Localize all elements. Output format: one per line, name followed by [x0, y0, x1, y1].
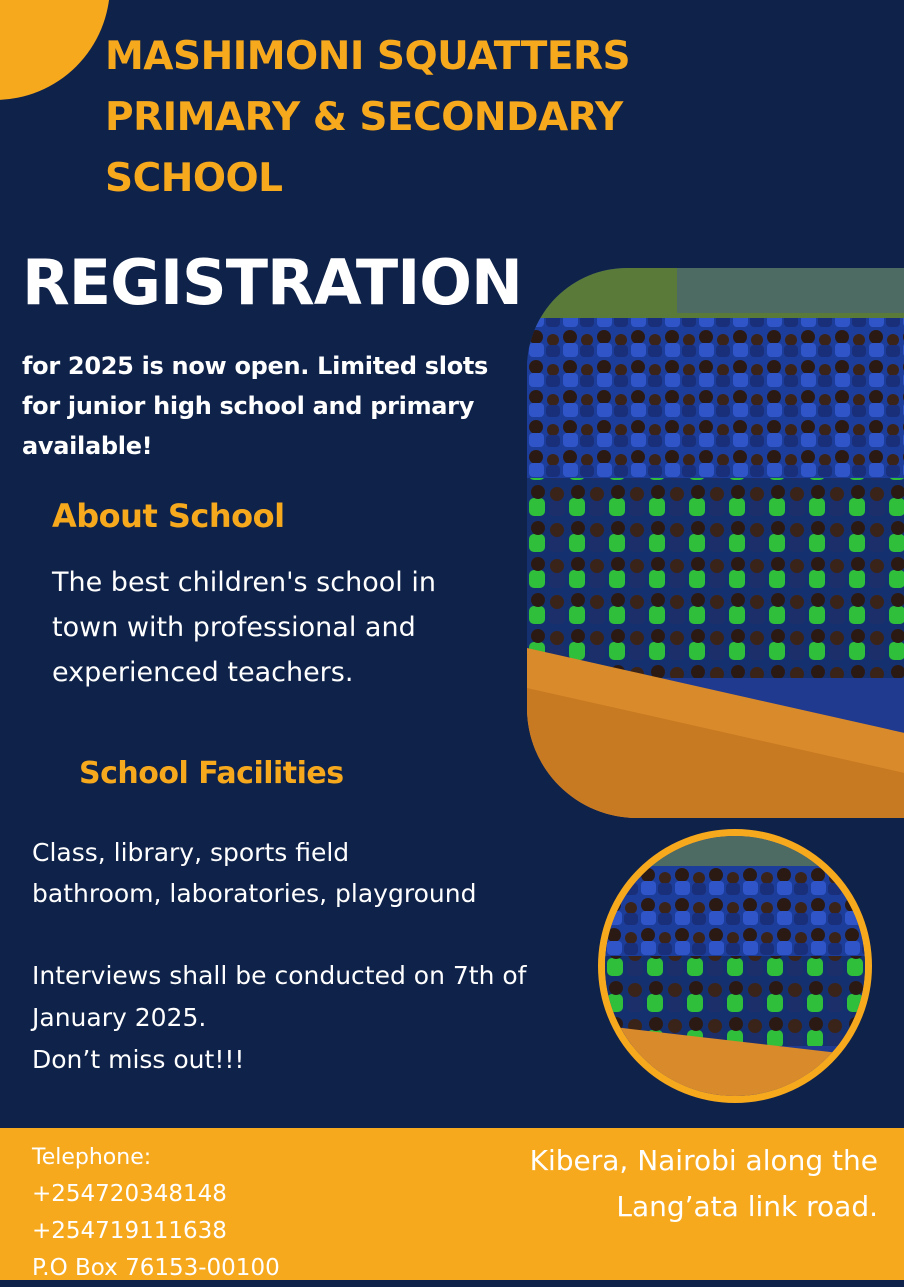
- phone-number-1: +254720348148: [32, 1181, 227, 1207]
- school-facilities-text: [32, 832, 602, 914]
- students-circle-illustration: [605, 836, 865, 1096]
- interviews-line-1: Interviews shall be conducted on 7th of: [32, 961, 527, 990]
- about-school-title: About School: [52, 497, 285, 535]
- corner-decoration: [0, 0, 110, 100]
- students-circle-photo: [598, 829, 872, 1103]
- facilities-line-1: Class, library, sports field: [32, 838, 350, 867]
- students-assembly-photo: [527, 268, 904, 818]
- school-name-line-2: PRIMARY & SECONDARY: [105, 95, 623, 140]
- contact-info: [32, 1139, 280, 1287]
- location-line-2: Lang’ata link road.: [616, 1190, 878, 1223]
- po-box: P.O Box 76153-00100: [32, 1255, 280, 1281]
- school-name-line-3: SCHOOL: [105, 156, 283, 201]
- interviews-text: [32, 955, 602, 1081]
- interviews-line-3: Don’t miss out!!!: [32, 1045, 245, 1074]
- school-name-line-1: MASHIMONI SQUATTERS: [105, 34, 631, 79]
- students-photo-illustration: [527, 268, 904, 818]
- school-location: [458, 1138, 878, 1230]
- registration-text: for 2025 is now open. Limited slots for junior high school and primary available!: [22, 352, 489, 460]
- about-school-text: The best children's school in town with professional and experienced teachers.: [52, 567, 436, 688]
- telephone-label: Telephone:: [32, 1145, 152, 1170]
- interviews-line-2: January 2025.: [32, 1003, 207, 1032]
- facilities-line-2: bathroom, laboratories, playground: [32, 879, 477, 908]
- location-line-1: Kibera, Nairobi along the: [529, 1144, 878, 1177]
- school-facilities-title: School Facilities: [79, 756, 344, 791]
- phone-number-2: +254719111638: [32, 1218, 227, 1244]
- registration-title: REGISTRATION: [22, 246, 522, 319]
- school-name: [105, 26, 685, 209]
